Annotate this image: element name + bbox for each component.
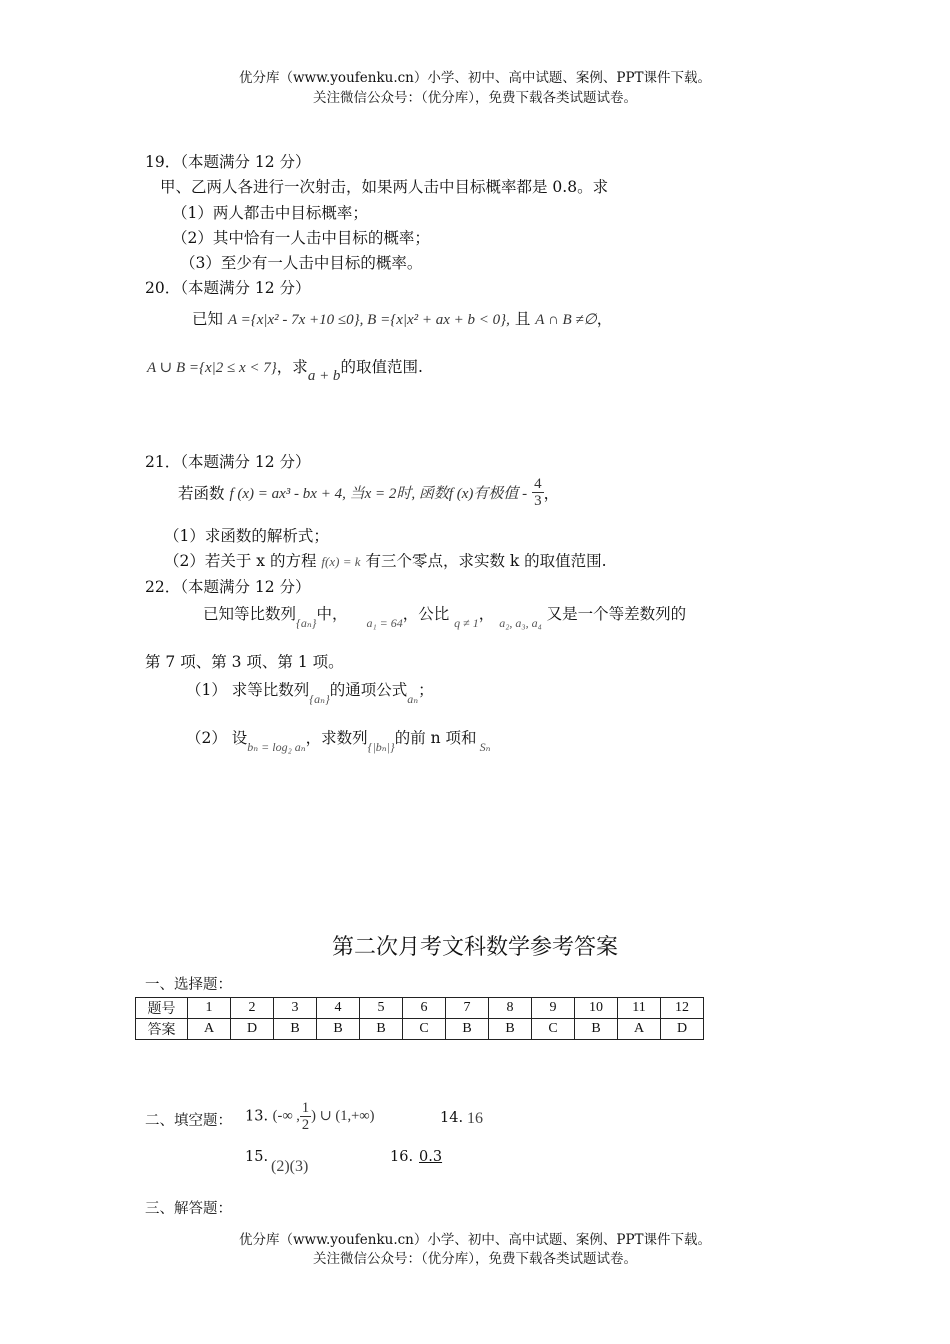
q22-a1: a₁ = 64 <box>366 616 403 630</box>
q19-stem: 甲、乙两人各进行一次射击，如果两人击中目标概率都是 0.8。求 <box>160 178 609 196</box>
answers-title: 第二次月考文科数学参考答案 <box>331 935 618 960</box>
answer-table <box>135 997 704 1040</box>
question-number: 12 <box>661 998 704 1019</box>
q20-line-1 <box>192 307 612 329</box>
answer-choice: B <box>360 1019 403 1040</box>
q15-label: 15. <box>245 1149 269 1165</box>
q13-fraction <box>300 1100 311 1133</box>
question-number: 7 <box>446 998 489 1019</box>
q22-title: 22．（本题满分 12 分） <box>145 578 311 596</box>
q21-p2-a: （2）若关于 x 的方程 <box>164 552 317 570</box>
q21-title: 21．（本题满分 12 分） <box>145 453 311 471</box>
q22-p2-c: 的前 n 项和 <box>394 729 477 747</box>
q19-title: 19．（本题满分 12 分） <box>145 153 311 171</box>
row-header-answer: 答案 <box>136 1019 188 1040</box>
q22-lead: 已知等比数列 <box>203 605 297 623</box>
q21-line-1 <box>178 476 559 509</box>
q20-title: 20．（本题满分 12 分） <box>145 279 311 297</box>
question-number: 2 <box>231 998 274 1019</box>
q20-condition: A ∩ B ≠∅ <box>535 312 597 328</box>
answer-table-number-row <box>136 998 704 1019</box>
header-line-2: 关注微信公众号：（优分库），免费下载各类试题试卷。 <box>313 90 637 106</box>
q22-tail: 又是一个等差数列的 <box>546 605 687 623</box>
answer-choice: A <box>618 1019 661 1040</box>
section-2-label: 二、填空题： <box>145 1113 232 1129</box>
answer-choice: C <box>403 1019 446 1040</box>
q21-p2-b: 有三个零点，求实数 k 的取值范围. <box>365 552 607 570</box>
q14-value: 16 <box>467 1110 483 1127</box>
answer-choice: B <box>489 1019 532 1040</box>
answer-table-answer-row <box>136 1019 704 1040</box>
q21-lead: 若函数 <box>178 484 225 503</box>
q22-p1-b: 的通项公式 <box>329 681 408 699</box>
question-number: 10 <box>575 998 618 1019</box>
q20-line-2 <box>147 355 423 384</box>
q19-part-1: （1）两人都击中目标概率； <box>172 204 368 222</box>
answer-choice: D <box>231 1019 274 1040</box>
question-number: 11 <box>618 998 661 1019</box>
section-1-label: 一、选择题： <box>145 977 232 993</box>
q22-q: q ≠ 1 <box>454 616 479 630</box>
q22-part-2 <box>186 726 491 754</box>
q22-ratio-label: ，公比 <box>402 605 450 623</box>
q15-value: (2)(3) <box>271 1158 309 1175</box>
q21-fraction <box>532 476 544 509</box>
q13-label: 13. <box>245 1108 269 1125</box>
q20-sets: A ={x|x² - 7x +10 ≤0}, B ={x|x² + ax + b < 0}, <box>227 312 510 328</box>
q13-answer <box>245 1100 374 1133</box>
header-line-1: 优分库（www.youfenku.cn）小学、初中、高中试题、案例、PPT课件下载。 <box>238 70 712 86</box>
q20-tail: 的取值范围. <box>340 358 423 376</box>
q22-p1-end: ； <box>418 681 434 699</box>
q14-label: 14. <box>440 1110 464 1126</box>
q22-p2-seq: {|bₙ|} <box>367 740 395 754</box>
q19-part-3: （3）至少有一人击中目标的概率。 <box>180 254 423 272</box>
question-number: 6 <box>403 998 446 1019</box>
section-3-label: 三、解答题： <box>145 1201 232 1217</box>
q22-seq: {aₙ} <box>296 616 317 630</box>
q21-comma: ， <box>543 484 560 503</box>
question-number: 3 <box>274 998 317 1019</box>
q20-lead: 已知 <box>192 310 224 328</box>
q20-union: A ∪ B ={x|2 ≤ x < 7} <box>147 360 277 376</box>
question-number: 9 <box>532 998 575 1019</box>
q22-terms: a₂, a₃, a₄ <box>499 616 542 630</box>
question-number: 1 <box>188 998 231 1019</box>
answer-choice: D <box>661 1019 704 1040</box>
q16-value: 0.3 <box>419 1149 443 1165</box>
q21-part-2 <box>164 549 607 571</box>
q22-p2-sn: Sₙ <box>479 740 491 754</box>
q19-part-2: （2）其中恰有一人击中目标的概率； <box>172 229 430 247</box>
answer-choice: A <box>188 1019 231 1040</box>
q22-part-1 <box>186 678 434 706</box>
q13-frac-num: 1 <box>301 1100 310 1116</box>
answer-choice: B <box>317 1019 360 1040</box>
answer-choice: C <box>532 1019 575 1040</box>
q20-expr: a + b <box>307 368 341 384</box>
q22-line-2: 第 7 项、第 3 项、第 1 项。 <box>145 653 344 671</box>
row-header-number: 题号 <box>136 998 188 1019</box>
q21-p2-eq: f(x) = k <box>321 554 361 569</box>
q13-left: (-∞ , <box>272 1108 300 1124</box>
question-number: 4 <box>317 998 360 1019</box>
q21-frac-num: 4 <box>534 476 542 492</box>
q22-p2-a: （2） 设 <box>186 729 248 747</box>
q22-p2-bn: bₙ = log₂ aₙ <box>247 740 306 754</box>
q21-function: f (x) = ax³ - bx + 4, 当x = 2时, 函数f (x)有极值 - <box>229 486 528 502</box>
q22-p2-b: ，求数列 <box>305 729 368 747</box>
q22-p1-an: aₙ <box>407 692 419 706</box>
footer-line-2: 关注微信公众号：（优分库），免费下载各类试题试卷。 <box>313 1251 637 1267</box>
q21-frac-den: 3 <box>534 493 542 509</box>
q21-part-1: （1）求函数的解析式； <box>164 527 329 545</box>
answer-choice: B <box>575 1019 618 1040</box>
answer-choice: B <box>274 1019 317 1040</box>
q13-frac-den: 2 <box>301 1117 310 1133</box>
footer-line-1: 优分库（www.youfenku.cn）小学、初中、高中试题、案例、PPT课件下载。 <box>238 1232 712 1248</box>
q20-ask: ，求 <box>276 358 308 376</box>
q16-label: 16. <box>390 1149 414 1165</box>
q22-mid: 中， <box>316 605 348 623</box>
q22-line-1 <box>203 602 687 630</box>
q22-p1-a: （1） 求等比数列 <box>186 681 310 699</box>
q20-and: 且 <box>514 310 531 328</box>
q22-p1-seq: {aₙ} <box>309 692 330 706</box>
q20-comma: ， <box>596 310 613 328</box>
q22-comma: ， <box>478 605 495 623</box>
question-number: 5 <box>360 998 403 1019</box>
q13-right: ) ∪ (1,+∞) <box>311 1108 375 1124</box>
answer-choice: B <box>446 1019 489 1040</box>
question-number: 8 <box>489 998 532 1019</box>
